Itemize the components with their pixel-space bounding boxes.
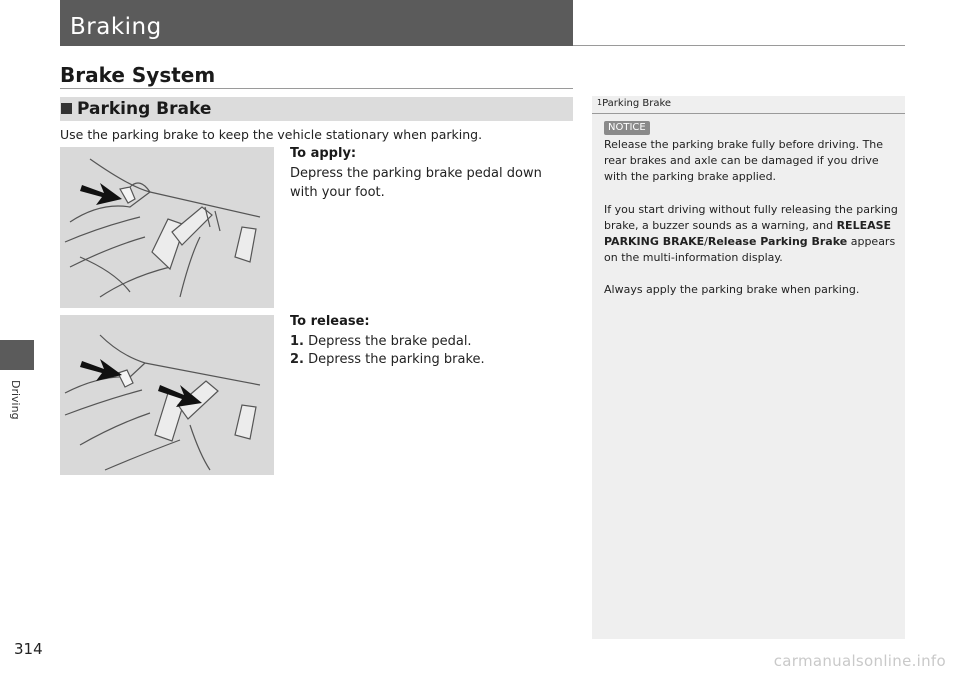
title-divider bbox=[573, 45, 905, 46]
page-number: 314 bbox=[14, 640, 43, 658]
warning-note: If you start driving without fully releasing the parking brake, a buzzer sounds as a warning, and RELEASE PARKING BRAKE/Release Parking Brake appears on the multi-information display. bbox=[604, 203, 898, 264]
section-title: Brake System bbox=[60, 63, 216, 87]
step-text: Depress the parking brake. bbox=[308, 352, 485, 367]
illustration-release bbox=[60, 315, 274, 475]
arrow-icon bbox=[80, 183, 122, 205]
sidebar-heading: $^1$Parking Brake bbox=[597, 98, 672, 109]
notice-text: Release the parking brake fully before driving. The rear brakes and axle can be damaged if you drive with the parking brake applied. bbox=[604, 138, 884, 183]
sidebar-divider bbox=[592, 113, 905, 114]
tip-note: Always apply the parking brake when parking. bbox=[604, 283, 860, 296]
step-number: 1. bbox=[290, 334, 304, 349]
chapter-side-tab bbox=[0, 340, 34, 370]
subsection-bullet-icon bbox=[61, 103, 72, 114]
section-divider bbox=[60, 88, 573, 89]
notice-badge: NOTICE bbox=[604, 121, 650, 135]
parking-brake-pedal-illustration bbox=[60, 147, 274, 308]
release-step bbox=[290, 350, 485, 369]
step-number: 2. bbox=[290, 352, 304, 367]
apply-text: Depress the parking brake pedal down with your foot. bbox=[290, 166, 542, 200]
side-tab-label: Driving bbox=[9, 380, 22, 420]
release-heading: To release: bbox=[290, 314, 370, 329]
side-tab-label-wrap bbox=[8, 380, 26, 440]
apply-heading: To apply: bbox=[290, 146, 357, 161]
parking-brake-release-illustration bbox=[60, 315, 274, 475]
chapter-title: Braking bbox=[70, 14, 162, 40]
intro-text: Use the parking brake to keep the vehicle stationary when parking. bbox=[60, 127, 483, 142]
watermark: carmanualsonline.info bbox=[773, 652, 946, 670]
illustration-apply bbox=[60, 147, 274, 308]
reference-marker: 1 bbox=[597, 98, 603, 107]
release-step bbox=[290, 332, 472, 351]
subsection-title: Parking Brake bbox=[77, 99, 212, 119]
step-text: Depress the brake pedal. bbox=[308, 334, 472, 349]
